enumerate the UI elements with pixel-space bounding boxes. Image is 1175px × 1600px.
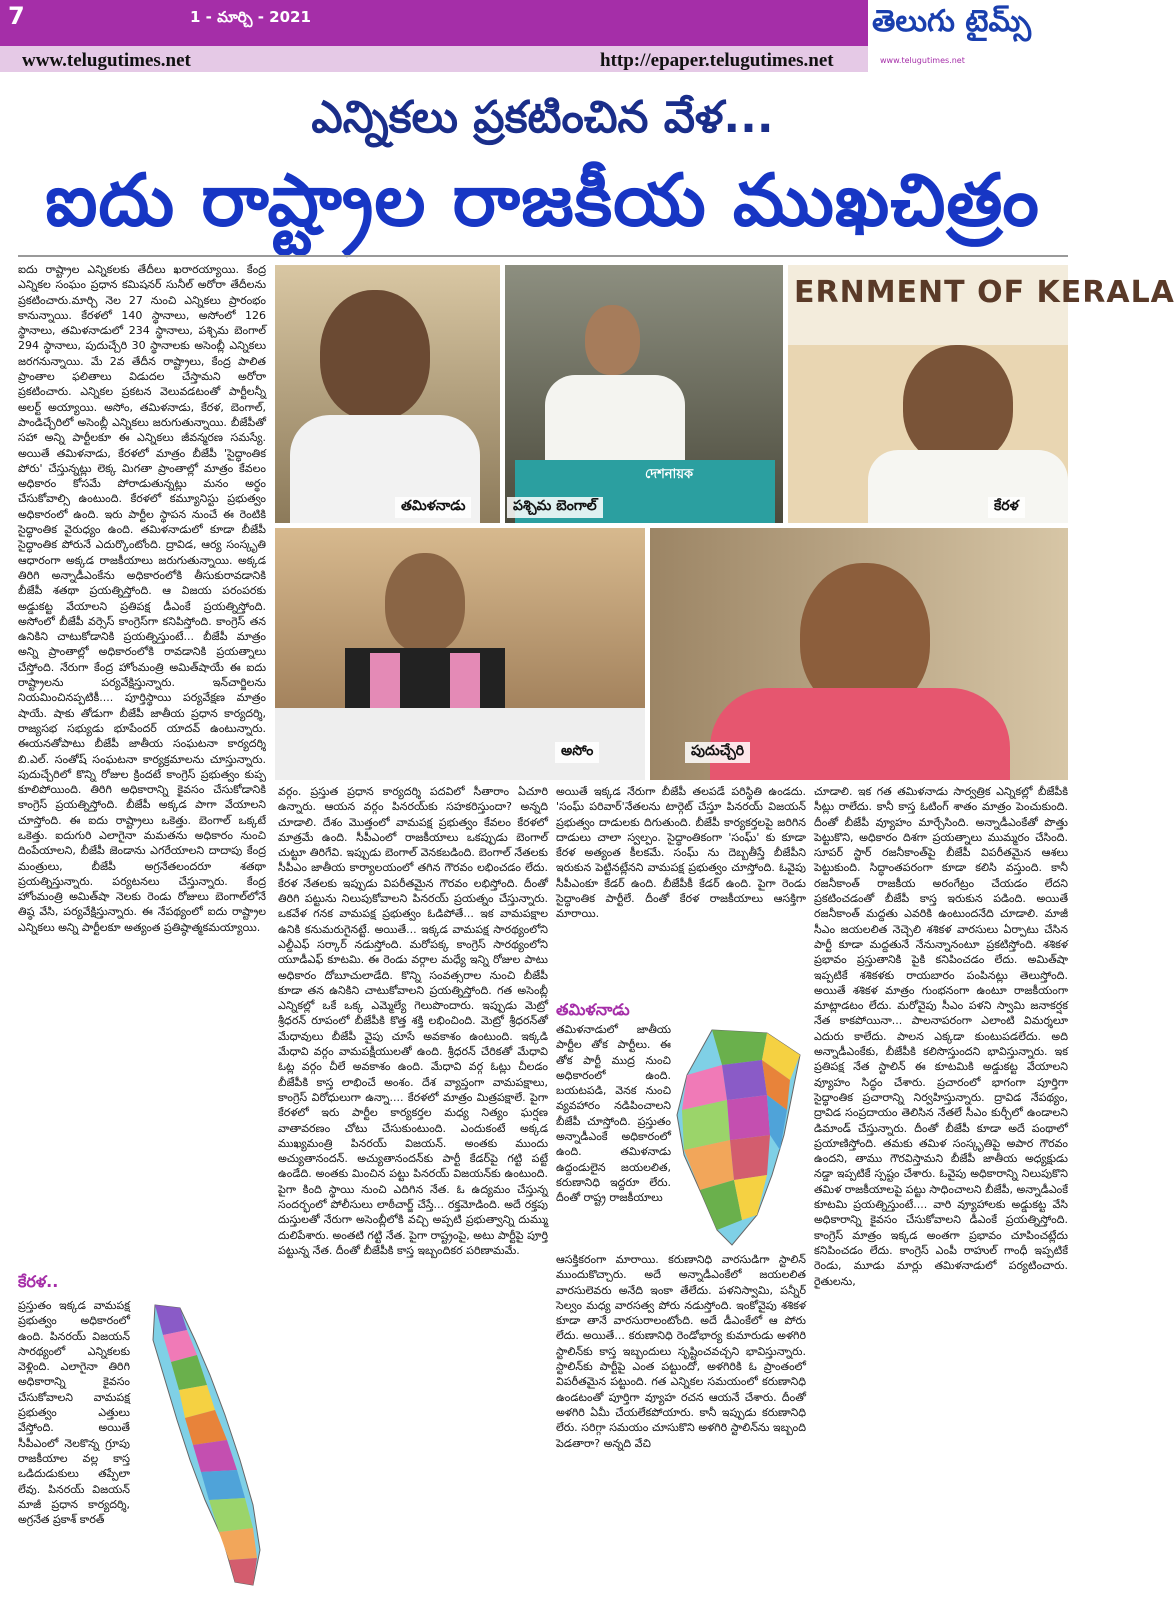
photo-puducherry [650,528,1068,780]
kerala-column-text [18,1298,130,1594]
caption-west-bengal: పశ్చిమ బెంగాల్ [507,497,603,518]
tamilnadu-intro [556,1022,671,1248]
logo-text: తెలుగు టైమ్స్ [872,4,1032,39]
epaper-link[interactable]: http://epaper.telugutimes.net [600,50,834,71]
tamilnadu-subheading: తమిళనాడు [556,1000,630,1019]
article-column-3-top [556,784,806,994]
caption-puducherry: పుదుచ్చేరి [685,742,750,763]
column-2-text: వర్గం. ప్రస్తుత ప్రధాన కార్యదర్శి పదవిలో సీతారాం ఏచూరి ఉన్నారు. ఆయన వర్గం పినరయ్‌కు సహకరిస్తుందా? అన్నది చూడాలి. దేశం మొత్తంలో వామపక్ష ప్రభుత్వం కేవలం కేరళలో మాత్రమే ఉంది. సీపీఎంలో రాజకీయాలు ఒకప్పుడు బెంగాల్ చుట్టూ తిరిగేవి. ఇప్పుడు బెంగాల్ వెనకబడింది. బెంగాల్ నేతలకు సీపీఎం జాతీయ కార్యాలయంలో తగిన గౌరవం లభించడం లేదు. కేరళ నేతలకు ఇప్పుడు విపరీతమైన గౌరవం లభిస్తోంది. దీంతో తిరిగి పట్టును నిలుపుకోవాలని పినరయ్ ప్రయత్నం చేస్తున్నారు. ఒకవేళ గనక వామపక్ష ప్రభుత్వం ఓడిపోతే... ఇక వామపక్షాల ఉనికి కనుమరుగైనట్టే. అయితే... ఇక్కడ వామపక్ష సారథ్యంలోని ఎల్డీఎఫ్ సర్కార్ నడుస్తోంది. మరోపక్క కాంగ్రెస్ సారథ్యంలోని యూడీఎఫ్ కూటమి. ఈ రెండు వర్గాల మధ్యే ఇన్ని రోజుల పాటు అధికారం దోబూచులాడేది. కొన్ని సంవత్సరాల నుంచి బీజేపీ కూడా తన ఉనికిని చాటుకోవాలని ప్రయత్నిస్తోంది. గత అసెంబ్లీ ఎన్నికల్లో ఒకే ఒక్క ఎమ్మెల్యే గెలుపొందారు. ఇప్పుడు మెట్రో శ్రీధరన్ రూపంలో బీజేపీకి కొత్త శక్తి లభించింది. మెట్రో శ్రీధరన్‌తో మేధావులు బీజేపీ వైపు చూసే అవకాశం ఉంటుంది. ఇక్కడి మేధావి వర్గం వామపక్షీయులతో ఉంది. శ్రీధరన్ చేరికతో మేధావి ఓట్ల వర్గం చీలే అవకాశం ఉంది. మేధావి వర్గ ఓట్లు చీలడం బీజేపీకి కాస్త లాభించే అంశం. దేశ వ్యాప్తంగా వామపక్షాలు, కాంగ్రెస్ విరోధులుగా ఉన్నా.... కేరళలో మాత్రం మిత్రపక్షాలే. పైగా కేరళలో ఇరు పార్టీల కార్యకర్తల మధ్య నిత్యం ఘర్షణ వాతావరణం చోటు చేసుకుంటుంది. ఎందుకంటే అక్కడ ముఖ్యమంత్రి పినరయ్ విజయన్. అంతకు ముందు అచ్యుతానందన్. అచ్యుతానందన్‌కు పార్టీ కేడర్‌పై గట్టి పట్టే ఉండేది. అంతకు మించిన పట్టు పినరయ్ విజయన్‌కు ఉంటుంది. పైగా కింది స్థాయి నుంచి ఎదిగిన నేత. ఓ ఉద్యమం చేస్తున్న సందర్భంలో పోలీసులు లాఠీచార్జ్ చేస్తే... రక్తమోడింది. అదే రక్తపు దుస్తులతో నేరుగా అసెంబ్లీలోకి వచ్చి అప్పటి ప్రభుత్వాన్ని దుమ్ము దులిపేశారు. అంతటి గట్టి నేత. పైగా రాష్ట్రంపై, అటు పార్టీపై పూర్తి పట్టున్న నేత. దీంతో బీజేపీకి కాస్త ఇబ్బందికర పరిణామమే. [278,785,548,1257]
kerala-text: ప్రస్తుతం ఇక్కడ వామపక్ష ప్రభుత్వం అధికారంలో ఉంది. పినరయ్ విజయన్ సారథ్యంలో ఎన్నికలకు వెళ్లింది. ఎలాగైనా తిరిగి అధికారాన్ని కైవసం చేసుకోవాలని వామపక్ష ప్రభుత్వం ఎత్తులు వేస్తోంది. అయితే సీపీఎంలో నెలకొన్న గ్రూపు రాజకీయాల వల్ల కాస్త ఒడిదుడుకులు తప్పేలా లేవు. పినరయ్ విజయన్ మాజీ ప్రధాన కార్యదర్శి, అగ్రనేత ప్రకాశ్ కారత్ [18,1299,130,1527]
column-4-text: చూడాలి. ఇక గత తమిళనాడు సార్వత్రిక ఎన్నికల్లో బీజేపీకి సీట్లు రాలేదు. కానీ కాస్త ఓటింగ్ శాతం మాత్రం పెంచుకుంది. దీంతో బీజేపీ వ్యూహం మార్చేసింది. అన్నాడీఎంకేతో పొత్తు పెట్టుకొని, అధికారం దిశగా ప్రయత్నాలు ముమ్మరం చేసింది. సూపర్ స్టార్ రజనీకాంత్‌పై బీజేపీ విపరీతమైన ఆశలు పెట్టుకుంది. సిద్ధాంతపరంగా కూడా కలిసి వస్తుంది. కానీ రజనీకాంత్ రాజకీయ అరంగేట్రం చేయడం లేదని ప్రకటించడంతో బీజేపీ కాస్త ఇరుకున పడింది. అయితే రజనీకాంత్ మద్దతు ఎవరికి ఉంటుందనేది చూడాలి. మాజీ సీఎం జయలలిత నెచ్చెలి శశికళ వారసులు ఏర్పాటు చేసిన పార్టీ కూడా మద్దతునే నేనున్నానంటూ ప్రకటిస్తోంది. శశికళ ప్రభావం ప్రస్తుతానికి పైకి కనిపించడం లేదు. అమిత్‌షా ఇప్పటికే శశికళకు రాయబారం పంపినట్లు తెలుస్తోంది. అయితే శశికళ మాత్రం గుంభనంగా ఉంటూ రాజకీయంగా మాట్లాడటం లేదు. మరోవైపు సీఎం పళని స్వామి జనాకర్షక నేత కాకపోయినా... పాలనాపరంగా ఎలాంటి విమర్శలూ ఎదురు కాలేదు. పాలన ఎక్కడా కుంటుపడలేదు. అది అన్నాడీఎంకేకు, బీజేపీకి కలిసొస్తుందని భావిస్తున్నారు. ఇక ప్రతిపక్ష నేత స్టాలిన్ ఈ కూటమికి అడ్డుకట్ట వేయాలని వ్యూహం సిద్ధం చేశారు. ప్రచారంలో భాగంగా పూర్తిగా సైద్ధాంతిక ప్రచారాన్ని నిర్వహిస్తున్నారు. ద్రావిడ నేపథ్యం, ద్రావిడ సంప్రదాయం తెలిసిన నేతలే సీఎం కుర్చీలో ఉండాలని డిమాండ్ చేస్తున్నారు. దీంతో బీజేపీ కూడా అదే పంథాలో ప్రయాణిస్తోంది. తమకు తమిళ సంస్కృతిపై అపార గౌరవం ఉందని, తాము గౌరవిస్తామని బీజేపీ జాతీయ అధ్యక్షుడు నడ్డా ఇప్పటికే స్పష్టం చేశారు. ఓవైపు అధికారాన్ని నిలుపుకొని తమిళ రాజకీయాలపై పట్టు సాధించాలని బీజేపీ, అన్నాడీఎంకే కూటమి ప్రయత్నిస్తుంటే.... వారి వ్యూహాలకు అడ్డుకట్ట వేసి అధికారాన్ని కైవసం చేసుకోవాలని డీఎంకే ప్రయత్నిస్తోంది. కాంగ్రెస్ మాత్రం ఇక్కడ అంతగా ప్రభావం చూపించట్లేదు కనిపించడం లేదు. కాంగ్రెస్ ఎంపీ రాహుల్ గాంధీ ఇప్పటికే రెండు, మూడు మార్లు తమిళనాడులో పర్యటించారు. రైతులను, [814,785,1068,1288]
caption-assam: అసోం [555,742,599,763]
telugu-times-logo [872,4,1082,70]
headline-rule [18,255,1068,257]
photo-kerala [788,265,1175,523]
website-link[interactable]: www.telugutimes.net [22,50,191,71]
column-1-text: ఐదు రాష్ట్రాల ఎన్నికలకు తేదీలు ఖరారయ్యాయి. కేంద్ర ఎన్నికల సంఘం ప్రధాన కమిషనర్ సునీల్ అరోరా తేదీలను ప్రకటించారు.మార్చి నెల 27 నుంచి ఎన్నికలు ప్రారంభం కానున్నాయి. కేరళలో 140 స్థానాలు, అసోంలో 126 స్థానాలు, తమిళనాడులో 234 స్థానాలు, పశ్చిమ బెంగాల్ 294 స్థానాలు, పుదుచ్చేరి 30 స్థానాలకు అసెంబ్లీ ఎన్నికలు జరగనున్నాయి. మే 2వ తేదీన రాష్ట్రాలు, కేంద్ర పాలిత ప్రాంతాల ఫలితాలు విడుదల చేస్తామని అరోరా ప్రకటించారు. ఎన్నికల ప్రకటన వెలువడటంతో పార్టీలన్నీ అలర్ట్ అయ్యాయి. అసోం, తమిళనాడు, కేరళ, బెంగాల్, పాండిచ్చేరిలో అసెంబ్లీ ఎన్నికలు జరుగుతున్నాయి. బీజేపీతో సహా అన్ని పార్టీలకూ ఈ ఎన్నికలు జీవన్మరణ సమస్యే. అయితే తమిళనాడు, కేరళలో మాత్రం బీజేపీ 'సైద్ధాంతిక పోరు' చేస్తున్నట్లు లెక్క మిగతా ప్రాంతాల్లో మాత్రం కేవలం అధికారం కోసమే పోరాడుతున్నట్లు మనం అర్థం చేసుకోవాల్సి ఉంటుంది. కేరళలో కమ్యూనిస్టు ప్రభుత్వం అధికారంలో ఉంది. ఇరు పార్టీల స్థాపన నుంచే ఈ రెంటికి సైద్ధాంతిక వైరుధ్యం ఉంది. తమిళనాడులో కూడా బీజేపీ సైద్ధాంతిక పోరునే ఎదుర్కొంటోంది. ద్రావిడ, ఆర్య సంస్కృతి ఆధారంగా అక్కడ రాజకీయాలు జరుగుతున్నాయి. అక్కడ తిరిగి అన్నాడీఎంకేను అధికారంలోకి తీసుకురావడానికి బీజేపీ శతథా ప్రయత్నిస్తోంది. ఆ విజయ పరంపరకు అడ్డుకట్ట వేయాలని ప్రతిపక్ష డీఎంకే ప్రయత్నిస్తోంది. అసోంలో బీజేపీ వర్సెస్ కాంగ్రెస్‌గా కనిపిస్తోంది. కాంగ్రెస్ తన ఉనికిని చాటుకోడానికి ప్రయత్నిస్తుంటే... బీజేపీ మాత్రం అన్ని ప్రాంతాల్లో అధికారంలోకి రావడానికి ప్రయత్నాలు చేస్తోంది. నేరుగా కేంద్ర హోంమంత్రి అమిత్‌షాయే ఈ ఐదు రాష్ట్రాలను పర్యవేక్షిస్తున్నారు. ఇన్‌చార్జిలను నియమించినప్పటికీ.... పూర్తిస్థాయి పర్యవేక్షణ మాత్రం షాయే. షాకు తోడుగా బీజేపీ జాతీయ ప్రధాన కార్యదర్శి, రాజ్యసభ సభ్యుడు భూపేందర్ యాదవ్ ఉంటున్నారు. ఈయనతోపాటు బీజేపీ జాతీయ సంఘటనా కార్యదర్శి బి.ఎల్. సంతోష్ సంఘటనా కార్యక్రమాలను చూస్తున్నారు. పుదుచ్చేరిలో కొన్ని రోజుల క్రిందటే కాంగ్రెస్ ప్రభుత్వం కుప్ప కూలిపోయింది. తిరిగి అధికారాన్ని కైవసం చేసుకోడానికి కాంగ్రెస్ ప్రయత్నిస్తోంది. బీజేపీ అక్కడ పాగా వేయాలని చూస్తోంది. ఈ ఐదు రాష్ట్రాలు ఒకెత్తు. బెంగాల్ ఒక్కటే ఒకెత్తు. ఐదుగురి ఎలాగైనా మమతను అధికారం నుంచి దింపేయాలని, బీజేపీ జెండాను ఎగరేయాలని దాదాపు కేంద్ర మంత్రులు, బీజేపీ అగ్రనేతలందరూ శతథా ప్రయత్నిస్తున్నారు. పర్యటనలు చేస్తున్నారు. కేంద్ర హోంమంత్రి అమిత్‌షా నెలకు రెండు రోజులు బెంగాల్‌లోనే తిష్ఠ వేసి, పర్యవేక్షిస్తున్నారు. ఈ నేపథ్యంలో ఐదు రాష్ట్రాల ఎన్నికలు అన్ని పార్టీలకూ అత్యంత ప్రతిష్ఠాత్మకమయ్యాయి. [18,263,266,934]
caption-kerala: కేరళ [988,497,1025,518]
kerala-map [135,1300,270,1590]
article-column-2 [278,784,548,1590]
issue-date: 1 - మార్చి - 2021 [190,8,311,26]
photo-west-bengal [505,265,783,523]
tamilnadu-intro-text: తమిళనాడులో జాతీయ పార్టీల తోక పార్టీలు. ఈ తోక పార్టీ ముద్ర నుంచి అధికారంలో ఉంది. బయటపడి, వెనక నుంచి వ్యవహారం నడిపించాలని బీజేపీ చూస్తోంది. ప్రస్తుతం అన్నాడీఎంకే అధికారంలో ఉంది. తమిళనాడు ఉద్దండులైన జయలలిత, కరుణానిధి ఇద్దరూ లేరు. దీంతో రాష్ట్ర రాజకీయాలు [556,1023,671,1205]
article-column-4 [814,784,1068,1590]
masthead [0,0,1085,74]
logo-subtext: www.telugutimes.net [880,56,965,65]
column-3-top-text: అయితే ఇక్కడ నేరుగా బీజేపీ తలపడే పరిస్థితి ఉండదు. 'సంఘ్ పరివార్'నేతలను టార్గెట్ చేస్తూ పినరయ్ విజయన్ ప్రభుత్వం దాడులకు దిగుతుంది. బీజేపీ కార్యకర్తలపై జరిగిన దాడులు చాలా స్వల్పం. సైద్ధాంతికంగా 'సంఘ్' కు కూడా కేరళ అత్యంత కీలకమే. సంఘ్ ను దెబ్బతీస్తే బీజేపీని ఇరుకున పెట్టినట్లేనని వామపక్ష ప్రభుత్వం చూస్తోంది. ఓవైపు సీపీఎంకూ కేడర్ ఉంది. బీజేపీకీ కేడర్ ఉంది. పైగా రెండు సైద్ధాంతిక పార్టీలే. దీంతో కేరళ రాజకీయాలు ఆసక్తిగా మారాయి. [556,785,806,921]
banner-text: দেশনায়ক [645,467,694,482]
header-band [0,0,868,46]
article-column-3-bottom [556,1252,806,1590]
tamilnadu-map [672,1025,806,1250]
caption-tamilnadu: తమిళనాడు [395,497,471,518]
kerala-subheading: కేరళ.. [18,1272,59,1291]
column-3-bottom-text: ఆసక్తికరంగా మారాయి. కరుణానిధి వారసుడిగా స్టాలిన్ ముందుకొచ్చారు. అదే అన్నాడీఎంకేలో జయలలిత వారసులెవరు అనేది ఇంకా తేలేదు. పళనిస్వామి, పన్నీర్ సెల్వం మధ్య వారసత్వ పోరు నడుస్తోంది. ఇంకోవైపు శశికళ కూడా తానే వారసురాలంటోంది. అదే డీఎంకేలో ఆ పోరు లేదు. అయితే... కరుణానిధి రెండోభార్య కుమారుడు అళగిరి స్టాలిన్‌కు కాస్త ఇబ్బందులు సృష్టించవచ్చని భావిస్తున్నారు. స్టాలిన్‌కు పార్టీపై ఎంత పట్టుందో, అళగిరికి ఓ ప్రాంతంలో విపరీతమైన పట్టుంది. గత ఎన్నికల సమయంలో కరుణానిధి ఉండటంతో పూర్తిగా వ్యూహ రచన ఆయనే చేశారు. దీంతో అళగిరి ఏమీ చేయలేకపోయారు. కానీ ఇప్పుడు కరుణానిధి లేరు. సరిగ్గా సమయం చూసుకొని అళగిరి స్టాలిన్‌ను ఇబ్బంది పెడతారా? అన్నది వేచి [556,1253,806,1450]
page-number: 7 [8,2,25,30]
photo-assam [275,528,645,780]
article-kicker: ఎన్నికలు ప్రకటించిన వేళ... [311,92,774,143]
photo-tamilnadu [275,265,500,523]
article-column-1 [18,262,266,1262]
kerala-sign: ERNMENT OF KERALA [794,275,1175,310]
article-headline: ఐదు రాష్ట్రాల రాజకీయ ముఖచిత్రం [45,158,1040,242]
